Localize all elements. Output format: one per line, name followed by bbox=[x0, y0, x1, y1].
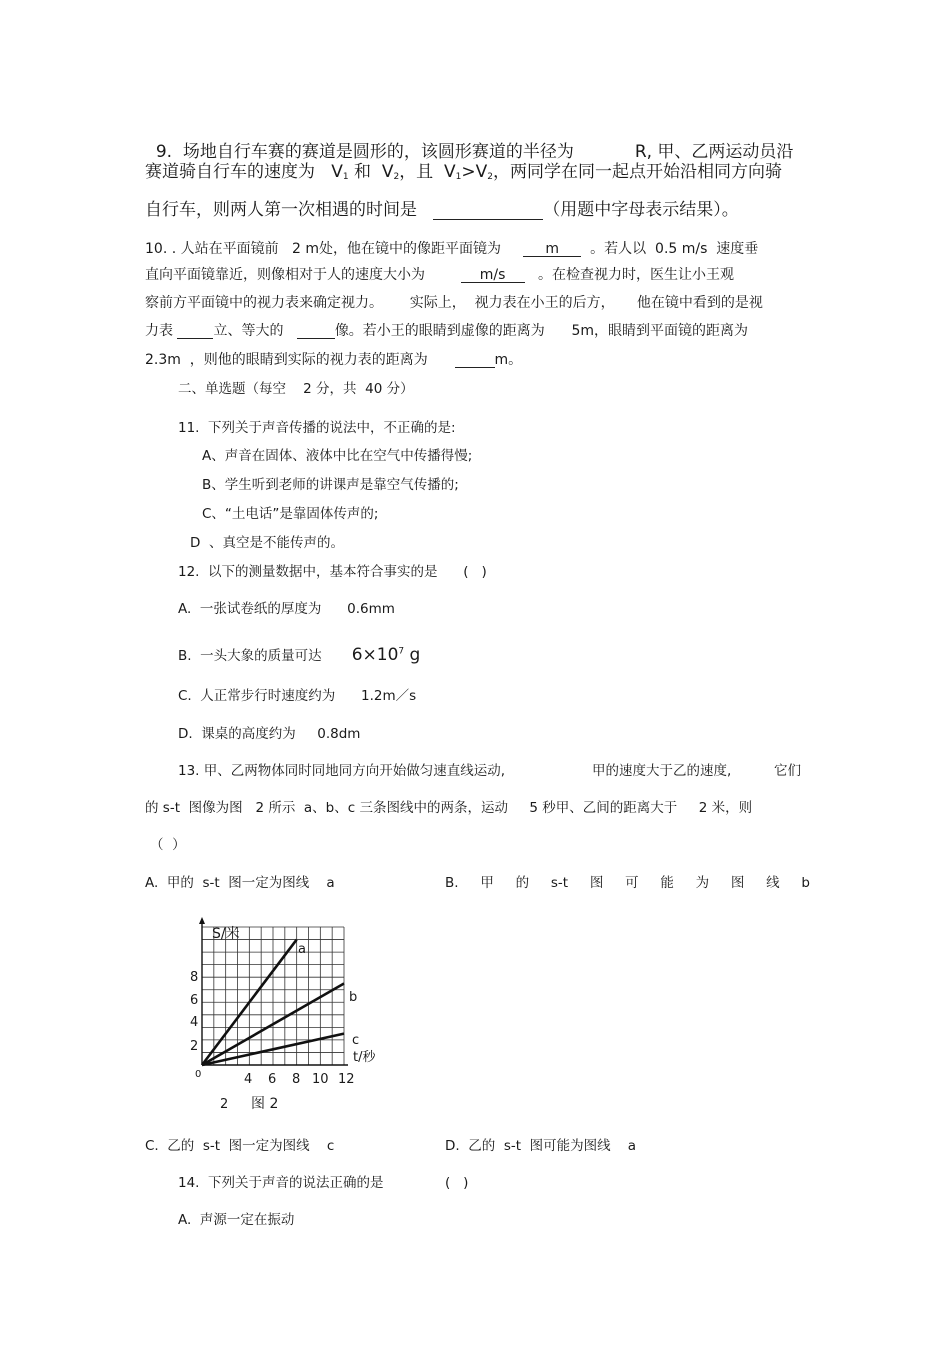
q10-line5: 2.3m ，则他的眼睛到实际的视力表的距离为 m。 bbox=[145, 352, 523, 368]
y-tick-8: 8 bbox=[190, 970, 199, 985]
q9-line2: 赛道骑自行车的速度为 $V_1$ 和 $V_2$，且 $V_1>V_2$，两同学在同一起点开始沿相同方向骑 bbox=[145, 162, 782, 182]
section-heading: 二、单选题（每空 2 分，共 40 分） bbox=[178, 381, 414, 397]
x-axis-label: t/秒 bbox=[353, 1050, 376, 1065]
q14-stem: 14. 下列关于声音的说法正确的是 bbox=[178, 1175, 384, 1191]
q11-stem: 11. 下列关于声音传播的说法中，不正确的是: bbox=[178, 420, 456, 436]
x-tick-2: 2 bbox=[220, 1097, 229, 1112]
q13-line1c: 它们 bbox=[774, 763, 801, 779]
q9-line1-end: R, 甲、乙两运动员沿 bbox=[634, 142, 794, 162]
q13-option-c: C. 乙的 s-t 图一定为图线 c bbox=[145, 1138, 335, 1154]
answer-blank[interactable] bbox=[177, 324, 213, 339]
q13-line1b: 甲的速度大于乙的速度, bbox=[592, 763, 732, 779]
line-label-a: a bbox=[298, 942, 306, 957]
answer-blank[interactable]: m bbox=[523, 242, 581, 257]
line-label-b: b bbox=[349, 990, 358, 1005]
q13-option-a: A. 甲的 s-t 图一定为图线 a bbox=[145, 875, 335, 891]
q11-option-a: A、声音在固体、液体中比在空气中传播得慢; bbox=[202, 448, 473, 464]
q12-option-a: A. 一张试卷纸的厚度为 0.6mm bbox=[178, 601, 395, 617]
q14-option-a: A. 声源一定在振动 bbox=[178, 1212, 295, 1228]
y-tick-4: 4 bbox=[190, 1015, 199, 1030]
q11-option-c: C、“土电话”是靠固体传声的; bbox=[202, 506, 379, 522]
answer-blank[interactable]: m/s bbox=[461, 268, 525, 283]
q13-option-d: D. 乙的 s-t 图可能为图线 a bbox=[445, 1138, 637, 1154]
q10-line2: 直向平面镜靠近，则像相对于人的速度大小为 m/s 。在检查视力时，医生让小王观 bbox=[145, 267, 734, 283]
st-graph bbox=[180, 915, 400, 1120]
q13-line1a: 13. 甲、乙两物体同时同地同方向开始做匀速直线运动, bbox=[178, 763, 506, 779]
x-tick-10: 10 bbox=[312, 1072, 329, 1087]
x-tick-6: 6 bbox=[268, 1072, 277, 1087]
q9-line1: 9. 场地自行车赛的赛道是圆形的，该圆形赛道的半径为 bbox=[155, 142, 574, 162]
x-tick-4: 4 bbox=[244, 1072, 253, 1087]
q13-line3: （ ） bbox=[150, 837, 186, 853]
x-tick-12: 12 bbox=[338, 1072, 355, 1087]
answer-blank[interactable] bbox=[455, 353, 495, 368]
q11-option-d: D 、真空是不能传声的。 bbox=[190, 535, 344, 551]
answer-blank[interactable] bbox=[297, 324, 335, 339]
q11-option-b: B、学生听到老师的讲课声是靠空气传播的; bbox=[202, 477, 459, 493]
q9-line3: 自行车，则两人第一次相遇的时间是 （用题中字母表示结果）。 bbox=[145, 200, 739, 220]
figure-caption: 图 2 bbox=[251, 1096, 279, 1112]
y-tick-6: 6 bbox=[190, 993, 199, 1008]
x-tick-8: 8 bbox=[292, 1072, 301, 1087]
q14-paren: ( ) bbox=[445, 1175, 469, 1191]
q13-line2: 的 s-t 图像为图 2 所示 a、b、c 三条图线中的两条，运动 5 秒甲、乙间的距离大于 2 米，则 bbox=[145, 800, 753, 816]
origin-label: 0 bbox=[195, 1069, 202, 1080]
y-axis-label: S/米 bbox=[212, 926, 240, 942]
y-tick-2: 2 bbox=[190, 1039, 199, 1054]
q10-line3: 察前方平面镜中的视力表来确定视力。 实际上， 视力表在小王的后方， 他在镜中看到的是视 bbox=[145, 295, 763, 311]
answer-blank[interactable] bbox=[433, 202, 543, 220]
y-axis-arrow bbox=[199, 917, 205, 924]
line-label-c: c bbox=[352, 1033, 360, 1048]
q12-option-d: D. 课桌的高度约为 0.8dm bbox=[178, 726, 361, 742]
q12-stem: 12. 以下的测量数据中，基本符合事实的是 ( ) bbox=[178, 564, 487, 580]
q13-option-b: B. 甲 的 s-t 图 可 能 为 图 线 b bbox=[445, 875, 810, 891]
scientific-value: $6\times 10^7$ g bbox=[351, 645, 421, 665]
q12-option-b: B. 一头大象的质量可达 $6\times 10^7$ g bbox=[178, 645, 421, 665]
q10-line4: 力表 立、等大的 像。若小王的眼睛到虚像的距离为 5m，眼睛到平面镜的距离为 bbox=[145, 323, 749, 339]
q10-line1: 10. . 人站在平面镜前 2 m处，他在镜中的像距平面镜为 m 。若人以 0.5 m/s 速度垂 bbox=[145, 241, 759, 257]
q12-option-c: C. 人正常步行时速度约为 1.2m／s bbox=[178, 688, 417, 704]
